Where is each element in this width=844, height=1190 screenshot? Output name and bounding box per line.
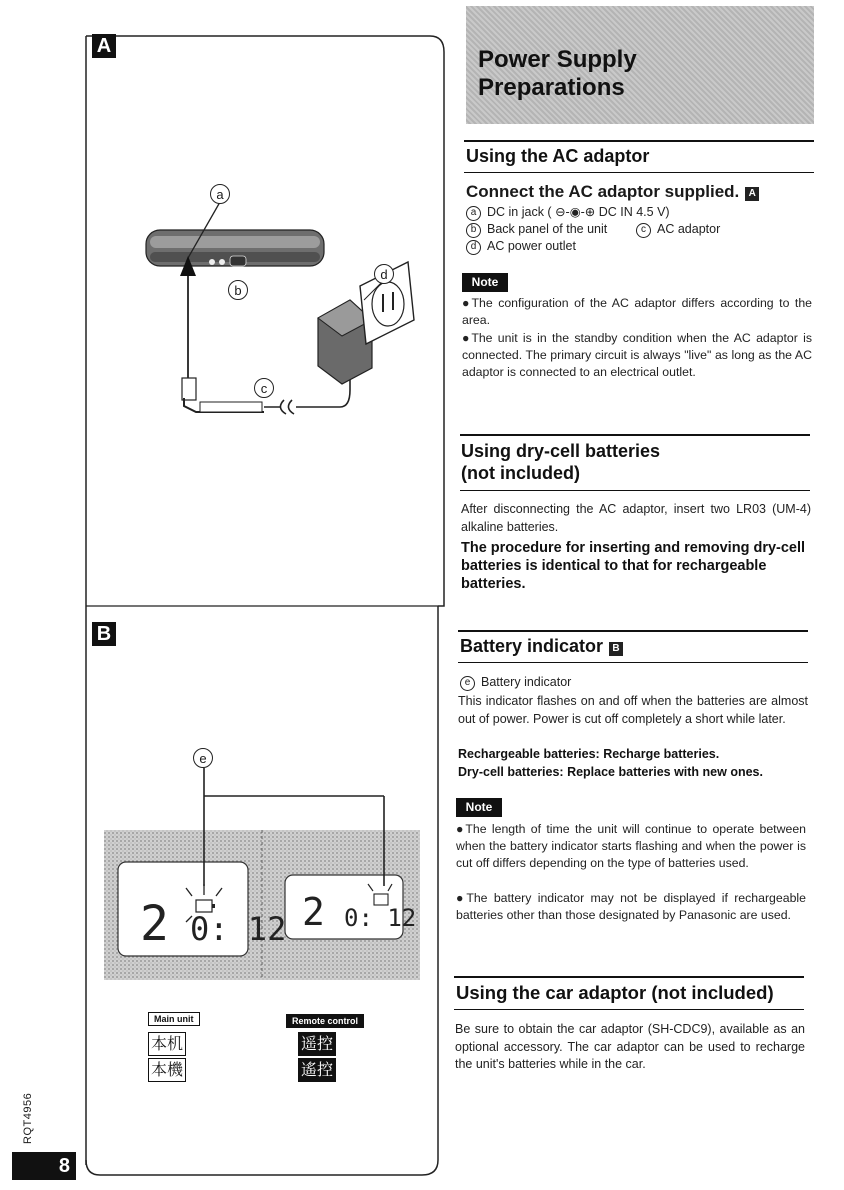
rule bbox=[454, 976, 804, 978]
figure-tag-a: A bbox=[745, 187, 759, 201]
callout-a: a bbox=[210, 184, 230, 204]
mark-b: b bbox=[466, 223, 481, 238]
main-cjk-simplified: 本机 bbox=[148, 1032, 186, 1056]
list-item bbox=[466, 238, 576, 255]
plug-sleeve bbox=[200, 402, 262, 412]
title-block bbox=[466, 6, 814, 124]
callout-d: d bbox=[374, 264, 394, 284]
caption-main-unit: Main unit bbox=[148, 1012, 200, 1026]
remote-cjk-simplified: 遥控 bbox=[298, 1032, 336, 1056]
mark-d: d bbox=[466, 240, 481, 255]
battery-indicator-paragraph: This indicator flashes on and off when the batteries are almost out of power. Power is cut off completely a short while later. bbox=[458, 694, 808, 726]
rule bbox=[458, 630, 808, 632]
dry-cell-line: Dry-cell batteries: Replace batteries with new ones. bbox=[458, 765, 763, 779]
section-title-line: Using dry-cell batteries bbox=[461, 441, 661, 461]
item-text: DC in jack ( ⊖-◉-⊕ DC IN 4.5 V) bbox=[487, 205, 670, 219]
rule bbox=[454, 1009, 804, 1010]
lcd-main-digit: 2 bbox=[140, 896, 169, 952]
mark-e: e bbox=[460, 676, 475, 691]
cd-player-side-view bbox=[146, 230, 324, 266]
note-bullet: ●The battery indicator may not be displayed if rechargeable batteries other than those designated by Panasonic are used. bbox=[456, 891, 806, 922]
subheading-text: Connect the AC adaptor supplied. bbox=[466, 182, 740, 201]
mark-c: c bbox=[636, 223, 651, 238]
title-line-2: Preparations bbox=[478, 74, 625, 101]
rule bbox=[464, 140, 814, 142]
figure-label-b: B bbox=[92, 622, 116, 646]
model-code: RQT4956 bbox=[22, 1092, 34, 1144]
section-title-car-adaptor: Using the car adaptor (not included) bbox=[456, 982, 774, 1003]
figure-tag-b: B bbox=[609, 642, 623, 656]
item-text: AC adaptor bbox=[657, 222, 721, 236]
car-adaptor-paragraph: Be sure to obtain the car adaptor (SH-CDC9), available as an optional accessory. The car adaptor can be used to recharge the unit's batteries while in the car. bbox=[455, 1022, 805, 1071]
dry-cell-bold-paragraph: The procedure for inserting and removing dry-cell batteries is identical to that for rechargeable batteries. bbox=[461, 540, 806, 592]
note-bullet: ●The configuration of the AC adaptor differs according to the area. bbox=[462, 296, 812, 327]
dc-plug bbox=[182, 378, 196, 400]
subheading-connect bbox=[466, 182, 759, 202]
dry-cell-paragraph: After disconnecting the AC adaptor, insert two LR03 (UM-4) alkaline batteries. bbox=[461, 502, 811, 534]
rule bbox=[458, 662, 808, 663]
main-cjk-traditional: 本機 bbox=[148, 1058, 186, 1082]
note-bullet: ●The unit is in the standby condition when the AC adaptor is connected. The primary circuit is always "live" as long as the AC adaptor is connected to an electrical outlet. bbox=[462, 331, 812, 379]
mark-a: a bbox=[466, 206, 481, 221]
caption-remote-control: Remote control bbox=[286, 1014, 364, 1028]
section-title-text: Battery indicator bbox=[460, 636, 604, 656]
item-text: Back panel of the unit bbox=[487, 222, 608, 236]
item-text: Battery indicator bbox=[481, 675, 572, 689]
lcd-remote-digit: 2 bbox=[302, 890, 325, 934]
section-title-line: (not included) bbox=[461, 463, 580, 483]
list-item bbox=[636, 221, 720, 238]
rule bbox=[460, 490, 810, 491]
title-line-1: Power Supply bbox=[478, 46, 637, 73]
rule bbox=[464, 172, 814, 173]
section-title-ac-adaptor: Using the AC adaptor bbox=[466, 146, 650, 166]
list-item bbox=[466, 221, 607, 238]
lcd-main-time: 0: 12 bbox=[190, 910, 287, 948]
section-title-battery-indicator bbox=[460, 635, 623, 657]
rechargeable-line: Rechargeable batteries: Recharge batteries. bbox=[458, 747, 720, 761]
figure-label-a: A bbox=[92, 34, 116, 58]
callout-e: e bbox=[193, 748, 213, 768]
rule bbox=[460, 434, 810, 436]
list-item bbox=[466, 204, 670, 221]
remote-cjk-traditional: 遙控 bbox=[298, 1058, 336, 1082]
page-number: 8 bbox=[12, 1152, 76, 1180]
lcd-remote-time: 0: 12 bbox=[344, 904, 417, 932]
note-bullet: ●The length of time the unit will continue to operate between when the battery indicator starts flashing and when the power is cut off differs depending on the type of batteries used. bbox=[456, 822, 806, 870]
note-badge: Note bbox=[462, 273, 508, 292]
list-item bbox=[460, 674, 571, 691]
page-title bbox=[478, 46, 637, 102]
section-title-dry-cell bbox=[461, 440, 660, 484]
callout-b: b bbox=[228, 280, 248, 300]
item-text: AC power outlet bbox=[487, 239, 576, 253]
note-badge: Note bbox=[456, 798, 502, 817]
callout-c: c bbox=[254, 378, 274, 398]
